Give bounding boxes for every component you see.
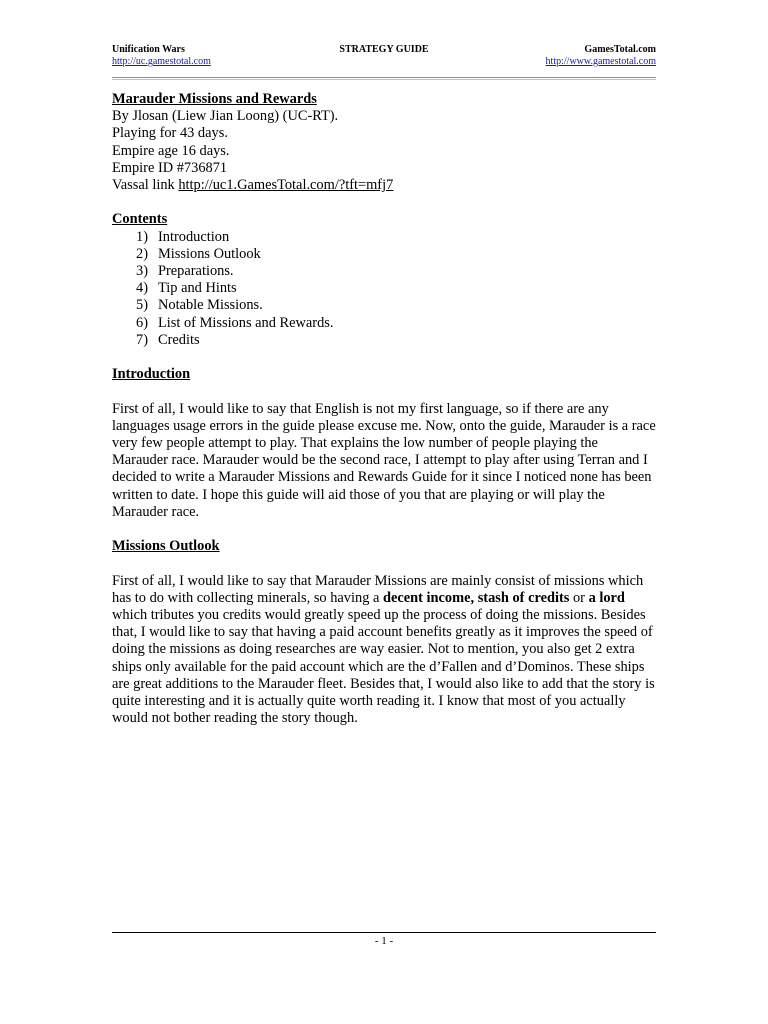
page-header [112,44,656,68]
header-publisher-link[interactable]: http://www.gamestotal.com [545,56,656,67]
contents-item-number: 6) [136,314,148,331]
missions-outlook-paragraph [112,573,656,728]
contents-item-label: Introduction [158,228,230,245]
spacer [112,383,656,400]
missions-outlook-heading: Missions Outlook [112,538,220,555]
empire-age: Empire age 16 days. [112,142,230,159]
contents-item [112,332,656,349]
page-number: - 1 - [374,935,394,947]
contents-item-label: Missions Outlook [158,245,261,262]
spacer [112,521,656,538]
spacer [112,194,656,211]
contents-item [112,229,656,246]
introduction-heading: Introduction [112,366,191,383]
missions-outlook-text-part: or [569,589,589,606]
contents-item [112,263,656,280]
contents-item-label: Preparations. [158,263,234,280]
contents-item-number: 5) [136,297,148,314]
header-right [546,44,656,68]
contents-item-label: Tip and Hints [158,280,237,297]
contents-item-number: 2) [136,245,148,262]
missions-outlook-emphasis: a lord [588,589,625,606]
contents-list [112,229,656,349]
header-divider [112,77,656,80]
vassal-link[interactable]: http://uc1.GamesTotal.com/?tft=mfj7 [178,177,394,194]
header-guide-title: STRATEGY GUIDE [339,44,429,55]
contents-item-number: 4) [136,280,148,297]
contents-item-number: 7) [136,331,148,348]
vassal-label: Vassal link [112,177,179,194]
missions-outlook-emphasis: decent income, stash of credits [382,589,570,606]
footer-divider [112,932,656,933]
introduction-paragraph: First of all, I would like to say that English is not my first language, so if there are any languages usage errors in the guide please excuse me. Now, onto the guide, Marauder is a race very few people attempt to play. That explains the low number of people playing the Marauder race. Marauder would be the second race, I attempt to play after using Terran and I decided to write a Marauder Missions and Rewards Guide for it since I noticed none has been written to date. I hope this guide will aid those of you that are playing or will play the Marauder race. [112,400,656,520]
contents-item [112,315,656,332]
empire-id: Empire ID #736871 [112,159,228,176]
document-body [112,91,656,727]
contents-item-label: List of Missions and Rewards. [158,314,334,331]
contents-item-label: Credits [158,331,200,348]
document-page [112,44,656,727]
vassal-link-line [112,177,656,194]
document-title: Marauder Missions and Rewards [112,91,317,107]
spacer [112,349,656,366]
contents-item-number: 1) [136,228,148,245]
contents-item [112,280,656,297]
missions-outlook-text-part: which tributes you credits would greatly speed up the process of doing the missions. Besides that, I would like to say that having a paid account benefits greatly as it improves the speed of doing the missions as doing researches are way easier. Not to mention, you also get 2 extra ships only available for the paid account which are the d’Fallen and d’Dominos. These ships are great additions to the Marauder fleet. Besides that, I would also like to add that the story is quite interesting and it is actually quite worth reading it. I know that most of you actually would not bother reading the story though. [112,607,655,727]
header-publisher-title: GamesTotal.com [584,44,656,55]
contents-heading: Contents [112,211,168,228]
missions-outlook-text-part: First of all, I would like to say that Marauder Missions are mainly consist of missions which has to do with collecting minerals, so having a [112,572,644,606]
contents-item [112,297,656,314]
header-site-title: Unification Wars [112,44,185,55]
contents-item [112,246,656,263]
header-site-link[interactable]: http://uc.gamestotal.com [112,56,211,67]
contents-item-number: 3) [136,263,148,280]
playing-duration: Playing for 43 days. [112,125,228,142]
contents-item-label: Notable Missions. [158,297,263,314]
byline: By Jlosan (Liew Jian Loong) (UC-RT). [112,108,339,125]
spacer [112,555,656,572]
